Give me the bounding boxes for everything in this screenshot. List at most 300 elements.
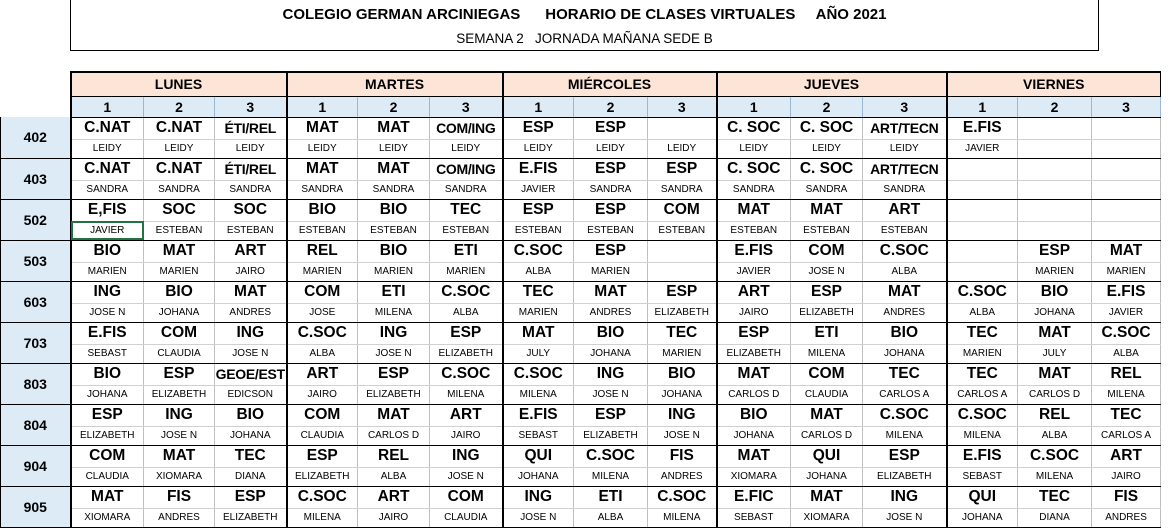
group-label[interactable]: 502 xyxy=(1,199,71,240)
subject-cell[interactable]: BIO xyxy=(215,404,287,426)
teacher-cell[interactable]: MILENA xyxy=(503,385,574,404)
period-header[interactable]: 1 xyxy=(71,96,144,117)
teacher-cell[interactable]: ANDRES xyxy=(863,303,947,322)
subject-cell[interactable]: C. SOC xyxy=(717,117,791,139)
teacher-cell[interactable]: CARLOS A xyxy=(947,385,1018,404)
teacher-cell[interactable]: JOHANA xyxy=(71,385,144,404)
teacher-cell[interactable]: ELIZABETH xyxy=(144,385,215,404)
teacher-cell[interactable]: XIOMARA xyxy=(717,467,791,486)
teacher-cell[interactable]: MARIEN xyxy=(574,262,648,281)
teacher-cell[interactable]: SEBAST xyxy=(503,426,574,445)
teacher-cell[interactable]: ELIZABETH xyxy=(791,303,863,322)
subject-cell[interactable]: BIO xyxy=(717,404,791,426)
subject-cell[interactable]: MAT xyxy=(144,240,215,262)
teacher-cell[interactable]: MILENA xyxy=(1092,385,1161,404)
teacher-cell[interactable]: ESTEBAN xyxy=(717,221,791,240)
teacher-cell[interactable]: MILENA xyxy=(947,426,1018,445)
subject-cell[interactable]: ESP xyxy=(71,404,144,426)
subject-cell[interactable] xyxy=(947,158,1018,180)
subject-cell[interactable]: C.SOC xyxy=(1092,322,1161,344)
subject-cell[interactable]: E.FIS xyxy=(717,240,791,262)
period-header[interactable]: 3 xyxy=(648,96,717,117)
subject-cell[interactable]: COM xyxy=(791,240,863,262)
subject-cell[interactable]: MAT xyxy=(144,445,215,467)
subject-cell[interactable]: MAT xyxy=(717,363,791,385)
subject-cell[interactable]: ESP xyxy=(574,404,648,426)
teacher-cell[interactable]: MARIEN xyxy=(71,262,144,281)
teacher-cell[interactable]: JAVIER xyxy=(71,221,144,240)
subject-cell[interactable]: ING xyxy=(215,322,287,344)
teacher-cell[interactable]: JULY xyxy=(1018,344,1092,363)
teacher-cell[interactable]: ELIZABETH xyxy=(863,467,947,486)
teacher-cell[interactable]: JOHANA xyxy=(947,508,1018,527)
period-header[interactable]: 3 xyxy=(1092,96,1161,117)
teacher-cell[interactable]: MILENA xyxy=(791,344,863,363)
subject-cell[interactable]: BIO xyxy=(358,199,430,221)
teacher-cell[interactable] xyxy=(947,262,1018,281)
subject-cell[interactable]: ESP xyxy=(503,199,574,221)
subject-cell[interactable]: ETI xyxy=(791,322,863,344)
teacher-cell[interactable]: ALBA xyxy=(947,303,1018,322)
subject-cell[interactable]: REL xyxy=(1092,363,1161,385)
teacher-cell[interactable]: ELIZABETH xyxy=(287,467,358,486)
teacher-cell[interactable]: MARIEN xyxy=(1092,262,1161,281)
teacher-cell[interactable]: LEIDY xyxy=(863,139,947,158)
teacher-cell[interactable]: ESTEBAN xyxy=(863,221,947,240)
subject-cell[interactable]: SOC xyxy=(215,199,287,221)
subject-cell[interactable] xyxy=(947,240,1018,262)
teacher-cell[interactable]: MARIEN xyxy=(648,344,717,363)
subject-cell[interactable]: ESP xyxy=(574,199,648,221)
subject-cell[interactable]: ART xyxy=(430,404,503,426)
teacher-cell[interactable]: CLAUDIA xyxy=(791,385,863,404)
subject-cell[interactable]: ING xyxy=(863,486,947,508)
teacher-cell[interactable]: ESTEBAN xyxy=(358,221,430,240)
subject-cell[interactable]: C.SOC xyxy=(863,240,947,262)
subject-cell[interactable]: ING xyxy=(71,281,144,303)
teacher-cell[interactable]: MARIEN xyxy=(430,262,503,281)
subject-cell[interactable]: ING xyxy=(144,404,215,426)
teacher-cell[interactable]: LEIDY xyxy=(791,139,863,158)
teacher-cell[interactable]: ALBA xyxy=(574,508,648,527)
teacher-cell[interactable]: DIANA xyxy=(1018,508,1092,527)
subject-cell[interactable]: ART xyxy=(863,199,947,221)
subject-cell[interactable]: BIO xyxy=(71,240,144,262)
period-header[interactable]: 3 xyxy=(863,96,947,117)
period-header[interactable]: 2 xyxy=(1018,96,1092,117)
period-header[interactable]: 3 xyxy=(430,96,503,117)
subject-cell[interactable]: MAT xyxy=(863,281,947,303)
subject-cell[interactable]: ING xyxy=(358,322,430,344)
teacher-cell[interactable]: JAIRO xyxy=(1092,467,1161,486)
subject-cell[interactable]: REL xyxy=(287,240,358,262)
teacher-cell[interactable]: JOSE N xyxy=(503,508,574,527)
teacher-cell[interactable]: ALBA xyxy=(1018,426,1092,445)
subject-cell[interactable]: C. SOC xyxy=(791,117,863,139)
teacher-cell[interactable]: ALBA xyxy=(503,262,574,281)
teacher-cell[interactable]: MILENA xyxy=(1018,467,1092,486)
teacher-cell[interactable]: CLAUDIA xyxy=(287,426,358,445)
teacher-cell[interactable]: CLAUDIA xyxy=(144,344,215,363)
teacher-cell[interactable]: ESTEBAN xyxy=(791,221,863,240)
subject-cell[interactable]: ING xyxy=(574,363,648,385)
group-label[interactable]: 402 xyxy=(1,117,71,158)
group-label[interactable]: 703 xyxy=(1,322,71,363)
teacher-cell[interactable]: SANDRA xyxy=(574,180,648,199)
subject-cell[interactable]: ING xyxy=(503,486,574,508)
teacher-cell[interactable]: JOSE N xyxy=(791,262,863,281)
subject-cell[interactable]: MAT xyxy=(717,445,791,467)
teacher-cell[interactable]: JOSE N xyxy=(430,467,503,486)
subject-cell[interactable]: C.SOC xyxy=(287,322,358,344)
teacher-cell[interactable]: JOHANA xyxy=(717,426,791,445)
subject-cell[interactable]: COM/ING xyxy=(430,158,503,180)
subject-cell[interactable]: MAT xyxy=(287,117,358,139)
subject-cell[interactable]: GEOE/EST xyxy=(215,363,287,385)
subject-cell[interactable] xyxy=(648,117,717,139)
period-header[interactable]: 1 xyxy=(947,96,1018,117)
teacher-cell[interactable]: DIANA xyxy=(215,467,287,486)
teacher-cell[interactable]: ELIZABETH xyxy=(574,426,648,445)
teacher-cell[interactable]: JOHANA xyxy=(574,344,648,363)
subject-cell[interactable]: ESP xyxy=(430,322,503,344)
subject-cell[interactable]: FIS xyxy=(144,486,215,508)
subject-cell[interactable]: FIS xyxy=(1092,486,1161,508)
period-header[interactable]: 2 xyxy=(791,96,863,117)
teacher-cell[interactable]: LEIDY xyxy=(144,139,215,158)
day-header-3[interactable]: JUEVES xyxy=(717,72,947,96)
teacher-cell[interactable]: JOSE N xyxy=(574,385,648,404)
teacher-cell[interactable]: LEIDY xyxy=(574,139,648,158)
teacher-cell[interactable]: SANDRA xyxy=(287,180,358,199)
teacher-cell[interactable]: MARIEN xyxy=(503,303,574,322)
subject-cell[interactable]: ESP xyxy=(503,117,574,139)
teacher-cell[interactable]: JAVIER xyxy=(1092,303,1161,322)
period-header[interactable]: 1 xyxy=(717,96,791,117)
teacher-cell[interactable]: ELIZABETH xyxy=(358,385,430,404)
subject-cell[interactable]: ESP xyxy=(574,240,648,262)
teacher-cell[interactable]: MILENA xyxy=(574,467,648,486)
subject-cell[interactable]: C.SOC xyxy=(863,404,947,426)
subject-cell[interactable]: E.FIS xyxy=(71,322,144,344)
teacher-cell[interactable]: LEIDY xyxy=(717,139,791,158)
subject-cell[interactable]: BIO xyxy=(358,240,430,262)
subject-cell[interactable]: C.SOC xyxy=(430,363,503,385)
teacher-cell[interactable]: JOHANA xyxy=(791,467,863,486)
subject-cell[interactable]: ART xyxy=(358,486,430,508)
subject-cell[interactable]: ART xyxy=(1092,445,1161,467)
teacher-cell[interactable]: JOSE N xyxy=(863,508,947,527)
teacher-cell[interactable]: ESTEBAN xyxy=(215,221,287,240)
teacher-cell[interactable]: ANDRES xyxy=(1092,508,1161,527)
subject-cell[interactable]: COM xyxy=(648,199,717,221)
teacher-cell[interactable]: SANDRA xyxy=(863,180,947,199)
teacher-cell[interactable]: LEIDY xyxy=(71,139,144,158)
subject-cell[interactable]: TEC xyxy=(947,322,1018,344)
subject-cell[interactable]: COM xyxy=(791,363,863,385)
teacher-cell[interactable]: ELIZABETH xyxy=(648,303,717,322)
group-label[interactable]: 905 xyxy=(1,486,71,527)
subject-cell[interactable]: ART/TECN xyxy=(863,158,947,180)
day-header-0[interactable]: LUNES xyxy=(71,72,287,96)
subject-cell[interactable]: ART/TECN xyxy=(863,117,947,139)
teacher-cell[interactable]: ANDRES xyxy=(648,467,717,486)
teacher-cell[interactable]: JAVIER xyxy=(717,262,791,281)
teacher-cell[interactable]: MARIEN xyxy=(358,262,430,281)
subject-cell[interactable]: MAT xyxy=(287,158,358,180)
subject-cell[interactable]: TEC xyxy=(503,281,574,303)
teacher-cell[interactable]: JOHANA xyxy=(1018,303,1092,322)
teacher-cell[interactable]: JOSE N xyxy=(648,426,717,445)
subject-cell[interactable]: TEC xyxy=(648,322,717,344)
group-label[interactable]: 804 xyxy=(1,404,71,445)
teacher-cell[interactable]: ESTEBAN xyxy=(503,221,574,240)
subject-cell[interactable]: BIO xyxy=(71,363,144,385)
teacher-cell[interactable]: XIOMARA xyxy=(71,508,144,527)
teacher-cell[interactable]: JAIRO xyxy=(215,262,287,281)
subject-cell[interactable]: ESP xyxy=(863,445,947,467)
subject-cell[interactable]: MAT xyxy=(1092,240,1161,262)
teacher-cell[interactable]: ELIZABETH xyxy=(717,344,791,363)
subject-cell[interactable]: E.FIS xyxy=(503,158,574,180)
teacher-cell[interactable] xyxy=(1018,180,1092,199)
teacher-cell[interactable]: SANDRA xyxy=(717,180,791,199)
teacher-cell[interactable] xyxy=(1018,221,1092,240)
subject-cell[interactable]: E.FIS xyxy=(947,445,1018,467)
subject-cell[interactable] xyxy=(1092,117,1161,139)
subject-cell[interactable]: C.NAT xyxy=(144,158,215,180)
subject-cell[interactable]: MAT xyxy=(215,281,287,303)
period-header[interactable]: 2 xyxy=(144,96,215,117)
teacher-cell[interactable]: JOHANA xyxy=(215,426,287,445)
subject-cell[interactable]: BIO xyxy=(574,322,648,344)
subject-cell[interactable]: ART xyxy=(287,363,358,385)
teacher-cell[interactable] xyxy=(947,221,1018,240)
subject-cell[interactable]: REL xyxy=(1018,404,1092,426)
teacher-cell[interactable]: JOHANA xyxy=(863,344,947,363)
teacher-cell[interactable]: MILENA xyxy=(287,508,358,527)
teacher-cell[interactable]: SANDRA xyxy=(430,180,503,199)
teacher-cell[interactable]: JOSE xyxy=(287,303,358,322)
subject-cell[interactable]: TEC xyxy=(863,363,947,385)
subject-cell[interactable]: TEC xyxy=(947,363,1018,385)
teacher-cell[interactable]: MILENA xyxy=(358,303,430,322)
teacher-cell[interactable]: SANDRA xyxy=(215,180,287,199)
subject-cell[interactable]: ART xyxy=(215,240,287,262)
subject-cell[interactable]: TEC xyxy=(430,199,503,221)
subject-cell[interactable]: ETI xyxy=(430,240,503,262)
subject-cell[interactable]: C.SOC xyxy=(503,240,574,262)
teacher-cell[interactable]: MILENA xyxy=(430,385,503,404)
teacher-cell[interactable]: ESTEBAN xyxy=(648,221,717,240)
subject-cell[interactable]: ÉTI/REL xyxy=(215,117,287,139)
subject-cell[interactable]: MAT xyxy=(574,281,648,303)
teacher-cell[interactable]: ANDRES xyxy=(215,303,287,322)
subject-cell[interactable]: COM xyxy=(287,281,358,303)
subject-cell[interactable]: QUI xyxy=(503,445,574,467)
subject-cell[interactable]: ESP xyxy=(144,363,215,385)
subject-cell[interactable]: C.NAT xyxy=(71,158,144,180)
teacher-cell[interactable]: ESTEBAN xyxy=(430,221,503,240)
teacher-cell[interactable]: ELIZABETH xyxy=(215,508,287,527)
period-header[interactable]: 2 xyxy=(358,96,430,117)
day-header-1[interactable]: MARTES xyxy=(287,72,503,96)
subject-cell[interactable]: BIO xyxy=(287,199,358,221)
subject-cell[interactable]: MAT xyxy=(791,486,863,508)
period-header[interactable]: 3 xyxy=(215,96,287,117)
subject-cell[interactable] xyxy=(1092,199,1161,221)
period-header[interactable]: 2 xyxy=(574,96,648,117)
subject-cell[interactable]: MAT xyxy=(791,404,863,426)
subject-cell[interactable]: ING xyxy=(648,404,717,426)
subject-cell[interactable]: COM xyxy=(287,404,358,426)
subject-cell[interactable]: TEC xyxy=(215,445,287,467)
day-header-2[interactable]: MIÉRCOLES xyxy=(503,72,717,96)
subject-cell[interactable]: MAT xyxy=(717,199,791,221)
teacher-cell[interactable]: ALBA xyxy=(863,262,947,281)
subject-cell[interactable]: ESP xyxy=(717,322,791,344)
subject-cell[interactable]: C.SOC xyxy=(503,363,574,385)
group-label[interactable]: 503 xyxy=(1,240,71,281)
teacher-cell[interactable]: JOSE N xyxy=(358,344,430,363)
subject-cell[interactable]: BIO xyxy=(863,322,947,344)
teacher-cell[interactable]: LEIDY xyxy=(358,139,430,158)
subject-cell[interactable]: MAT xyxy=(791,199,863,221)
subject-cell[interactable]: QUI xyxy=(947,486,1018,508)
subject-cell[interactable] xyxy=(1018,117,1092,139)
subject-cell[interactable]: BIO xyxy=(1018,281,1092,303)
group-label[interactable]: 803 xyxy=(1,363,71,404)
subject-cell[interactable]: E.FIS xyxy=(947,117,1018,139)
teacher-cell[interactable]: CARLOS D xyxy=(358,426,430,445)
teacher-cell[interactable] xyxy=(1092,139,1161,158)
subject-cell[interactable]: ESP xyxy=(791,281,863,303)
subject-cell[interactable]: ING xyxy=(430,445,503,467)
teacher-cell[interactable]: SANDRA xyxy=(71,180,144,199)
teacher-cell[interactable]: CARLOS A xyxy=(863,385,947,404)
group-label[interactable]: 603 xyxy=(1,281,71,322)
subject-cell[interactable]: ESP xyxy=(215,486,287,508)
teacher-cell[interactable]: JAVIER xyxy=(947,139,1018,158)
teacher-cell[interactable]: LEIDY xyxy=(430,139,503,158)
teacher-cell[interactable] xyxy=(1092,180,1161,199)
subject-cell[interactable] xyxy=(1092,158,1161,180)
teacher-cell[interactable]: ALBA xyxy=(287,344,358,363)
subject-cell[interactable]: ESP xyxy=(574,117,648,139)
subject-cell[interactable]: MAT xyxy=(503,322,574,344)
teacher-cell[interactable]: MILENA xyxy=(648,508,717,527)
subject-cell[interactable]: C.SOC xyxy=(947,404,1018,426)
teacher-cell[interactable]: XIOMARA xyxy=(144,467,215,486)
subject-cell[interactable]: C.SOC xyxy=(574,445,648,467)
teacher-cell[interactable]: CARLOS A xyxy=(1092,426,1161,445)
teacher-cell[interactable] xyxy=(1092,221,1161,240)
teacher-cell[interactable]: ALBA xyxy=(1092,344,1161,363)
subject-cell[interactable]: C. SOC xyxy=(717,158,791,180)
subject-cell[interactable]: C.SOC xyxy=(430,281,503,303)
teacher-cell[interactable]: SEBAST xyxy=(947,467,1018,486)
subject-cell[interactable]: MAT xyxy=(1018,322,1092,344)
subject-cell[interactable] xyxy=(648,240,717,262)
teacher-cell[interactable]: ALBA xyxy=(430,303,503,322)
subject-cell[interactable]: COM xyxy=(430,486,503,508)
subject-cell[interactable]: MAT xyxy=(358,117,430,139)
teacher-cell[interactable]: ANDRES xyxy=(144,508,215,527)
teacher-cell[interactable] xyxy=(1018,139,1092,158)
teacher-cell[interactable]: MILENA xyxy=(863,426,947,445)
teacher-cell[interactable]: JOSE N xyxy=(71,303,144,322)
subject-cell[interactable]: ETI xyxy=(574,486,648,508)
subject-cell[interactable]: BIO xyxy=(648,363,717,385)
teacher-cell[interactable] xyxy=(648,262,717,281)
teacher-cell[interactable]: LEIDY xyxy=(215,139,287,158)
subject-cell[interactable]: ÉTI/REL xyxy=(215,158,287,180)
teacher-cell[interactable]: JOSE N xyxy=(144,426,215,445)
subject-cell[interactable]: MAT xyxy=(71,486,144,508)
teacher-cell[interactable]: MARIEN xyxy=(287,262,358,281)
teacher-cell[interactable]: JOHANA xyxy=(144,303,215,322)
teacher-cell[interactable]: JULY xyxy=(503,344,574,363)
teacher-cell[interactable]: SEBAST xyxy=(71,344,144,363)
subject-cell[interactable]: SOC xyxy=(144,199,215,221)
teacher-cell[interactable]: JAIRO xyxy=(430,426,503,445)
teacher-cell[interactable]: ELIZABETH xyxy=(71,426,144,445)
teacher-cell[interactable]: ANDRES xyxy=(574,303,648,322)
teacher-cell[interactable]: EDICSON xyxy=(215,385,287,404)
teacher-cell[interactable]: LEIDY xyxy=(648,139,717,158)
teacher-cell[interactable]: JAIRO xyxy=(358,508,430,527)
subject-cell[interactable]: ESP xyxy=(287,445,358,467)
subject-cell[interactable]: ESP xyxy=(1018,240,1092,262)
subject-cell[interactable] xyxy=(1018,158,1092,180)
subject-cell[interactable]: C.SOC xyxy=(648,486,717,508)
subject-cell[interactable] xyxy=(1018,199,1092,221)
subject-cell[interactable]: E,FIS xyxy=(71,199,144,221)
subject-cell[interactable]: C.NAT xyxy=(71,117,144,139)
day-header-4[interactable]: VIERNES xyxy=(947,72,1161,96)
subject-cell[interactable]: ESP xyxy=(358,363,430,385)
teacher-cell[interactable]: LEIDY xyxy=(287,139,358,158)
subject-cell[interactable]: ESP xyxy=(648,158,717,180)
teacher-cell[interactable]: JAIRO xyxy=(717,303,791,322)
subject-cell[interactable]: E.FIS xyxy=(503,404,574,426)
subject-cell[interactable]: REL xyxy=(358,445,430,467)
subject-cell[interactable]: MAT xyxy=(358,158,430,180)
teacher-cell[interactable]: CLAUDIA xyxy=(430,508,503,527)
teacher-cell[interactable]: ESTEBAN xyxy=(574,221,648,240)
subject-cell[interactable]: TEC xyxy=(1092,404,1161,426)
subject-cell[interactable]: C.SOC xyxy=(287,486,358,508)
subject-cell[interactable]: COM xyxy=(144,322,215,344)
teacher-cell[interactable]: MARIEN xyxy=(1018,262,1092,281)
teacher-cell[interactable]: ESTEBAN xyxy=(287,221,358,240)
subject-cell[interactable]: E.FIC xyxy=(717,486,791,508)
subject-cell[interactable] xyxy=(947,199,1018,221)
teacher-cell[interactable]: LEIDY xyxy=(503,139,574,158)
subject-cell[interactable]: COM xyxy=(71,445,144,467)
teacher-cell[interactable]: JOSE N xyxy=(215,344,287,363)
subject-cell[interactable]: ESP xyxy=(574,158,648,180)
teacher-cell[interactable]: SANDRA xyxy=(144,180,215,199)
period-header[interactable]: 1 xyxy=(287,96,358,117)
teacher-cell[interactable]: CARLOS D xyxy=(791,426,863,445)
teacher-cell[interactable]: CARLOS D xyxy=(1018,385,1092,404)
subject-cell[interactable]: ESP xyxy=(648,281,717,303)
subject-cell[interactable]: ART xyxy=(717,281,791,303)
subject-cell[interactable]: TEC xyxy=(1018,486,1092,508)
subject-cell[interactable]: COM/ING xyxy=(430,117,503,139)
teacher-cell[interactable]: XIOMARA xyxy=(791,508,863,527)
